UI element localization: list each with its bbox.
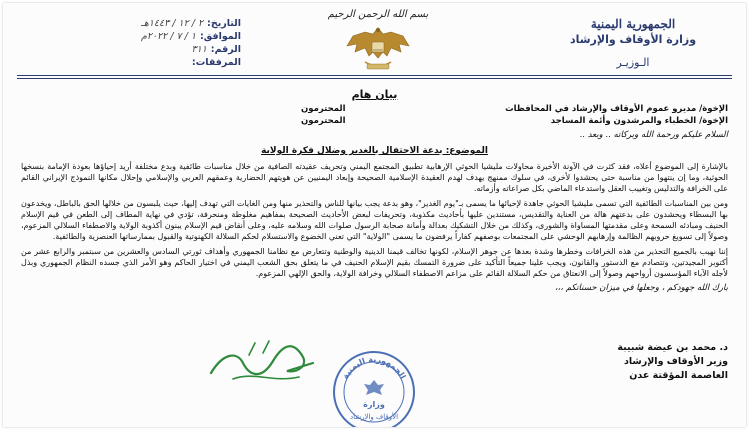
greeting-text: السلام عليكم ورحمة الله وبركاته .. وبعد ..	[579, 130, 728, 140]
signature-block	[528, 341, 728, 383]
addressee-text: الإخوة/ الخطباء والمرشدون وأئمة المساجد	[550, 116, 728, 126]
document-page	[3, 3, 746, 427]
ministry-name: وزارة الأوقاف والإرشاد	[569, 33, 697, 46]
date-label: التاريخ:	[207, 18, 241, 29]
republic-name: الجمهورية اليمنية	[590, 17, 676, 31]
ref-value: ٣١١	[191, 44, 207, 55]
ref-label: الرقم:	[210, 44, 241, 55]
date-row	[21, 17, 241, 30]
addressee-honorific: المحترمون	[301, 104, 346, 114]
letter-body	[21, 89, 728, 294]
addressee-honorific: المحترمون	[301, 116, 346, 126]
ref-row	[21, 43, 241, 56]
minister-label: الـوزيـر	[616, 56, 650, 69]
body-paragraph: إننا نهيب بالجميع التحذير من هذه الخرافات وخطرها وشدة بعدها عن جوهر الإسلام، لكونها تخالف قيمنا الدينية والوطنية وتتعارض مع نظامنا الجمهوري وأهداف ثورتي السادس والعشرين من سبتمبر والرابع عشر من أكتوبر المجيدتين، وتتصادم مع الدستور والقانون، ويجب علينا جميعاً التأكيد على ضرورة التمسك بقيم الإسلام الحنيف في ما يتعلق بحق الشعب اليمني في اختيار الحاكم وهو الأمر الذي جسده النظام الجمهوري وبذل لأجله الآباء المؤسسون أرواحهم وصولاً إلى الانعتاق من حكم السلالة القائم على مزاعم الاصطفاء السلالي وخرافة الولاية، والحق الإلهي المزعوم.	[21, 247, 728, 278]
closing-text: بارك الله جهودكم ، وجعلها في ميزان حسناتكم ،،،	[554, 283, 728, 293]
addressee-line	[21, 116, 728, 127]
addressee-line	[21, 104, 728, 115]
attachments-label: المرفقات:	[191, 57, 241, 68]
eagle-emblem-icon	[343, 22, 413, 74]
equiv-date-label: الموافق:	[200, 31, 241, 42]
bismillah-text: بسم الله الرحمن الرحيم	[327, 9, 429, 20]
body-paragraph: ومن بين المناسبات الطائفية التي تسمى مليشيا الحوثي جاهدة لإحيائها ما يسمى بـ"يوم الغدير"، وهو بدعة يجب بيانها للناس والتحذير منها ومن الغايات التي تهدف إليها، حيث يلبسون من خلالها الحق بالباطل، ويخدعون بها البسطاء ويحشدون على بدعتهم هالة من العناية والتقديس، مستندين عليها بأحاديث مكذوبة، وتحريفات لبعض الأحاديث الصحيحة بمفاهيم مغلوطة ومنحرفة، تؤدي في نهاية المطاف إلى الطعن في قيم الإسلام الحنيف ومبادئه السمحة وعلى مقدمتها المساواة والشورى، وكذلك من خلال التشكيك بعدالة وأمانة صحابة الرسول صلوات الله وسلامه عليه، وعلى أنقاض قيم الإسلام يبنون أكذوبة الولاية والاصطفاء السلالي المزعوم، وصولاً إلى تسويغ حروبهم الظالمة وإرهابهم الوحشي على المجتمعات بوصفهم كفاراً يرفضون ما يسمى "الولاية" التي تعني الخضوع والاستسلام لحكم السلالة الكهنوتية والقبول بممارساتها العنصرية والطائفية.	[21, 199, 728, 241]
stamp-center-text: وزارة	[363, 400, 385, 409]
signatory-name: د. محمد بن عيضة شبيبة	[617, 342, 728, 353]
handwritten-signature-icon	[203, 333, 323, 393]
attachments-row	[21, 56, 241, 69]
header-divider	[17, 75, 732, 76]
stamp-bottom-text: الأوقاف والإرشاد	[349, 413, 399, 421]
stamp-top-text: الجمهورية اليمنية	[340, 354, 408, 381]
official-stamp-icon	[331, 349, 417, 427]
addressee-text: الإخوة/ مديرو عموم الأوقاف والإرشاد في المحافظات	[505, 104, 728, 114]
date-value: ٢ / ١٢ / ١٤٤٣هـ	[141, 18, 204, 29]
body-paragraph: بالإشارة إلى الموضوع أعلاه، فقد كثرت في الآونة الأخيرة محاولات مليشيا الحوثي الإرهابية تطبيق المجتمع اليمني وتحريف عقيدته الصافية من خلال مناسبات طائفية وبدع مختلفة أريد إحياؤها بعودة الإمامة بنسخها الحوثية، وما إن ينتهوا من مناسبة حتى يحشدوا لأخرى، في سلوك ممنهج يهدف لهدم العقيدة الإسلامية الصحيحة وإبعاد اليمنيين عن هويتهم الحضارية وعمقهم العربي والإسلامي وإحلال مكانها النموذج الإيراني القائم على الخرافة والتدليس وتغييب العقل واستدعاء الماضي بكل صراعاته وأزماته.	[21, 162, 728, 193]
letterhead-right	[538, 17, 728, 69]
letterhead-center	[323, 9, 433, 74]
reference-block	[21, 17, 241, 69]
signatory-city: العاصمة المؤقتة عدن	[629, 370, 728, 381]
equiv-date-row	[21, 30, 241, 43]
equiv-date-value: ١ / ٧ / ٢٠٢٢م	[140, 31, 196, 42]
subject-line: الموضوع: بدعة الاحتفال بالغدير وضلال فكرة الولاية	[261, 146, 488, 156]
header-divider-thin	[17, 78, 732, 79]
signatory-title: وزير الأوقاف والإرشاد	[623, 356, 728, 367]
statement-title: بيان هام	[351, 88, 398, 101]
